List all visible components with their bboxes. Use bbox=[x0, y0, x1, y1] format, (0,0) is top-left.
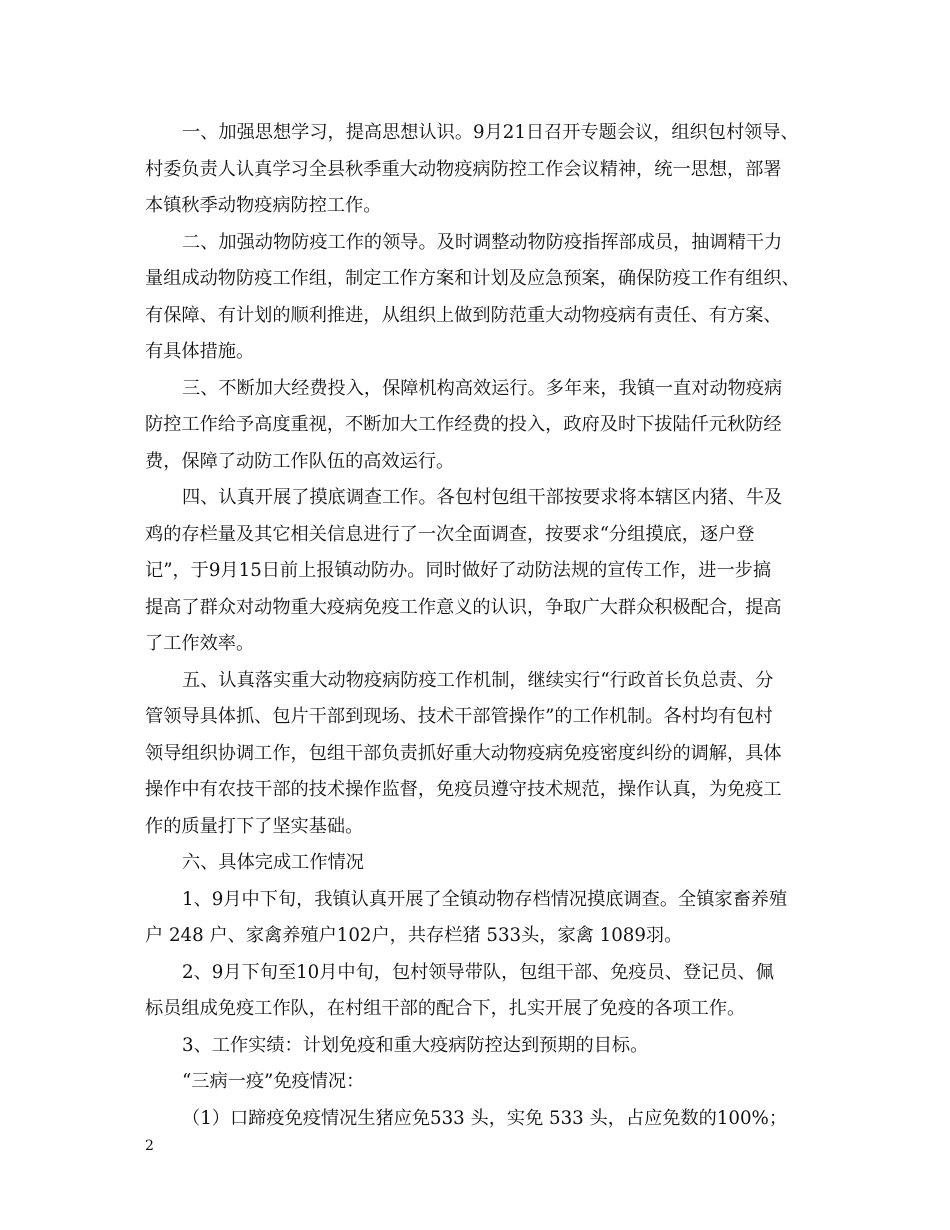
paragraph-5-line-4: 操作中有农技干部的技术操作监督，免疫员遵守技术规范，操作认真，为免疫工 bbox=[145, 779, 782, 800]
paragraph-2-line-4: 有具体措施。 bbox=[145, 341, 255, 362]
paragraph-3-line-1: 三、不断加大经费投入，保障机构高效运行。多年来，我镇一直对动物疫病 bbox=[182, 377, 783, 399]
paragraph-5-line-1: 五、认真落实重大动物疫病防疫工作机制，继续实行“行政首长负总责、分 bbox=[182, 669, 774, 691]
item-1-line-1: 1、9月中下旬，我镇认真开展了全镇动物存档情况摸底调查。全镇家畜养殖 bbox=[182, 888, 788, 910]
paragraph-5-line-2: 管领导具体抓、包片干部到现场、技术干部管操作”的工作机制。各村均有包村 bbox=[145, 706, 773, 727]
item-2-line-1: 2、9月下旬至10月中旬，包村领导带队，包组干部、免疫员、登记员、佩 bbox=[182, 961, 774, 983]
document-body bbox=[145, 115, 815, 1137]
item-2-line-2: 标员组成免疫工作队，在村组干部的配合下，扎实开展了免疫的各项工作。 bbox=[145, 998, 746, 1019]
paragraph-1-line-2: 村委负责人认真学习全县秋季重大动物疫病防控工作会议精神，统一思想，部署 bbox=[145, 158, 782, 180]
paragraph-2-line-2: 量组成动物防疫工作组，制定工作方案和计划及应急预案，确保防疫工作有组织、 bbox=[145, 268, 800, 289]
paragraph-4-line-1: 四、认真开展了摸底调查工作。各包村包组干部按要求将本辖区内猪、牛及 bbox=[182, 487, 783, 508]
paragraph-2-line-3: 有保障、有计划的顺利推进，从组织上做到防范重大动物疫病有责任、有方案、 bbox=[145, 304, 782, 326]
page-number: 2 bbox=[145, 1138, 154, 1154]
fmd-immunization-line: （1）口蹄疫免疫情况生猪应免533 头，实免 533 头，占应免数的100%； bbox=[182, 1107, 788, 1129]
paragraph-4-line-4: 提高了群众对动物重大疫病免疫工作意义的认识，争取广大群众积极配合，提高 bbox=[145, 596, 782, 618]
paragraph-1-line-3: 本镇秋季动物疫病防控工作。 bbox=[145, 195, 382, 216]
item-3-line-1: 3、工作实绩：计划免疫和重大疫病防控达到预期的目标。 bbox=[182, 1034, 649, 1056]
section-6-heading: 六、具体完成工作情况 bbox=[182, 852, 364, 873]
paragraph-3-line-3: 费，保障了动防工作队伍的高效运行。 bbox=[145, 450, 455, 472]
paragraph-5-line-3: 领导组织协调工作，包组干部负责抓好重大动物疫病免疫密度纠纷的调解，具体 bbox=[145, 742, 782, 764]
paragraph-1-line-1: 一、加强思想学习，提高思想认识。9月21日召开专题会议，组织包村领导、 bbox=[182, 122, 799, 143]
item-1-line-2: 户 248 户、家禽养殖户102户，共存栏猪 533头，家禽 1089羽。 bbox=[145, 925, 683, 946]
paragraph-4-line-2: 鸡的存栏量及其它相关信息进行了一次全面调查，按要求“分组摸底，逐户登 bbox=[145, 523, 755, 545]
paragraph-2-line-1: 二、加强动物防疫工作的领导。及时调整动物防疫指挥部成员，抽调精干力 bbox=[182, 231, 783, 253]
paragraph-4-line-3: 记”，于9月15日前上报镇动防办。同时做好了动防法规的宣传工作，进一步搞 bbox=[145, 560, 772, 581]
immunization-subheading: “三病一疫”免疫情况： bbox=[182, 1071, 365, 1092]
paragraph-5-line-5: 作的质量打下了坚实基础。 bbox=[145, 815, 364, 837]
paragraph-4-line-5: 了工作效率。 bbox=[145, 633, 255, 654]
paragraph-3-line-2: 防控工作给予高度重视，不断加大工作经费的投入，政府及时下拔陆仟元秋防经 bbox=[145, 414, 782, 435]
